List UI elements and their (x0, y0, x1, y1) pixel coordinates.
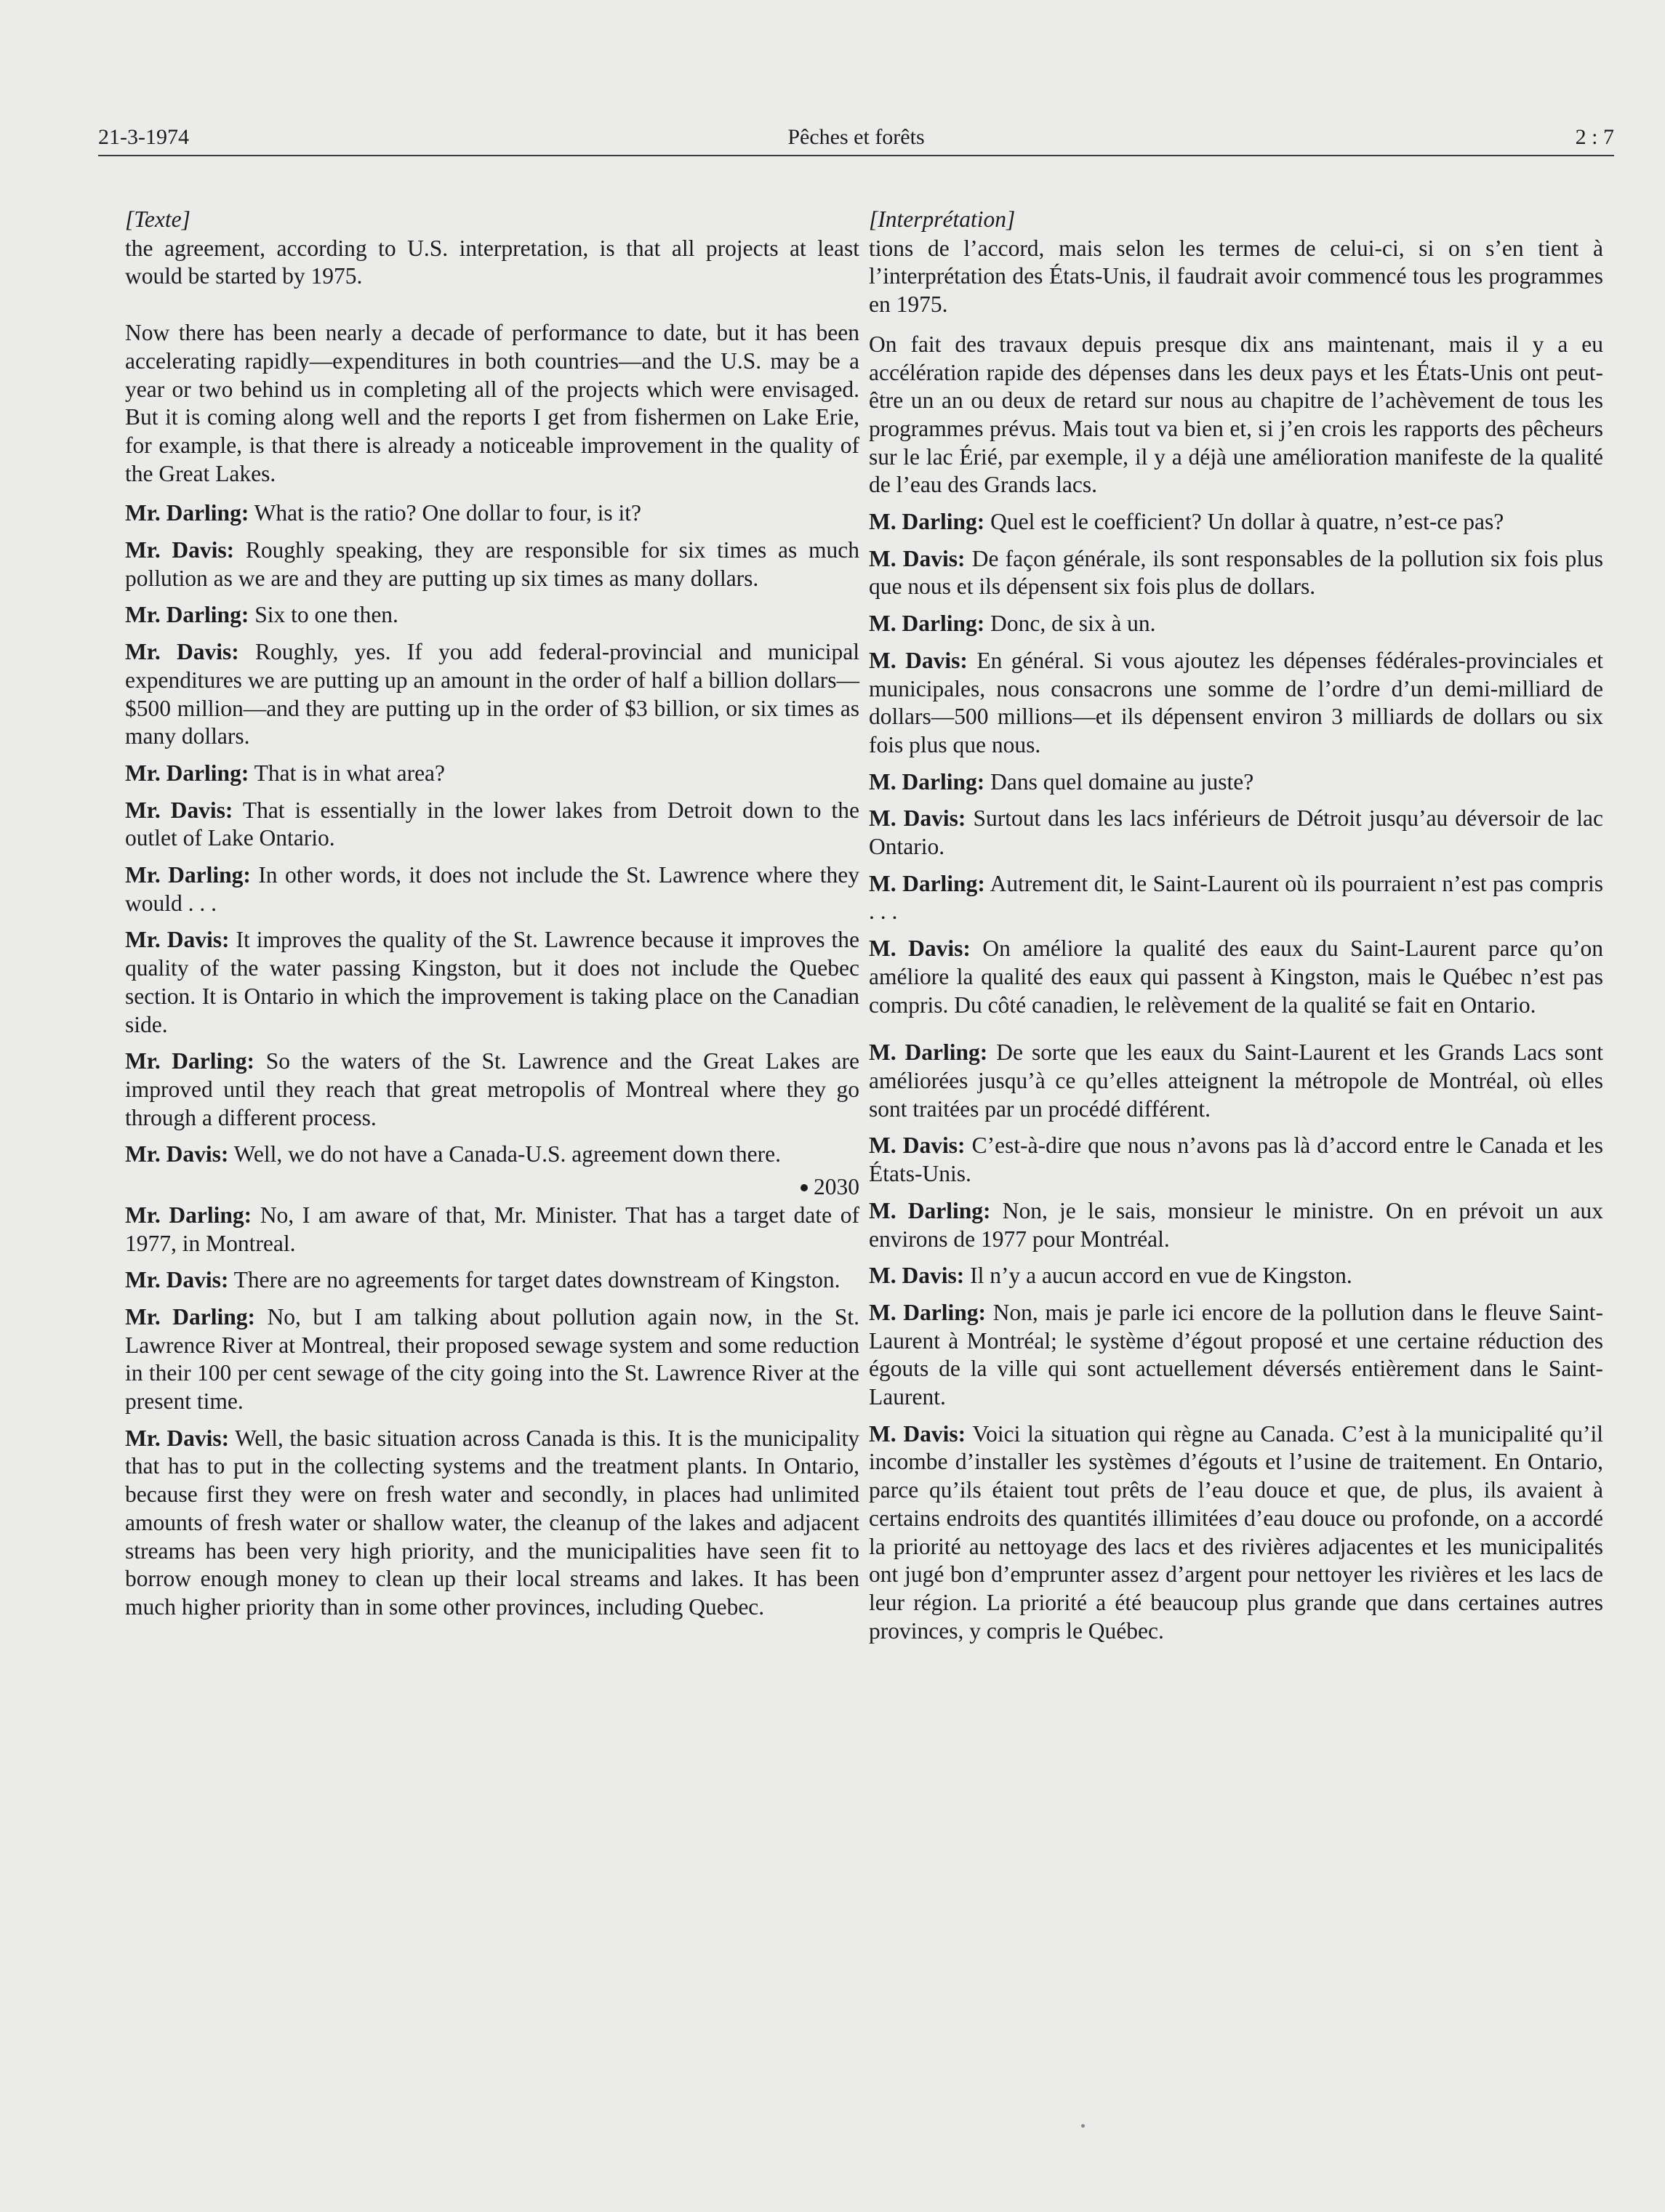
speech-paragraph (869, 805, 1603, 861)
column-label: [Interprétation] (869, 206, 1016, 232)
speaker-name: Mr. Davis: (125, 1141, 229, 1167)
speech-paragraph (125, 1425, 859, 1622)
column-label: [Texte] (125, 206, 190, 232)
paragraph-text: Six to one then. (254, 602, 398, 628)
speaker-name: M. Davis: (869, 936, 971, 962)
paragraph-text: Il n’y a aucun accord en vue de Kingston. (970, 1263, 1352, 1289)
paragraph-text: tions de l’accord, mais selon les termes de celui-ci, si on s’en tient à l’interprétation des États-Unis, il faudrait avoir commencé tous les programmes en 1975. (869, 235, 1603, 318)
paragraph-text: Well, the basic situation across Canada is this. It is the municipality that has to put in the collecting systems and the treatment plants. In Ontario, because first they were on fresh water and secondly, in places had unlimited amounts of fresh water or shallow water, the cleanup of the lakes and adjacent streams has been very high priority, and the municipalities have seen fit to borrow enough money to clean up their local streams and lakes. It has been much higher priority than in some other provinces, including Quebec. (125, 1425, 859, 1620)
speaker-name: Mr. Darling: (125, 1048, 255, 1074)
speech-paragraph (869, 1197, 1603, 1253)
time-marker (125, 1173, 859, 1202)
paragraph-text: Now there has been nearly a decade of performance to date, but it has been accelerating rapidly—expenditures in both countries—and the U.S. may be a year or two behind us in completing all of the projects which were envisaged. But it is coming along well and the reports I get from fishermen on Lake Erie, for example, is that there is already a noticeable improvement in the quality of the Great Lakes. (125, 320, 859, 486)
paragraph-text: In other words, it does not include the St. Lawrence where they would . . . (125, 862, 860, 916)
speech-paragraph (125, 1141, 859, 1169)
page-speck (1081, 2124, 1085, 2128)
english-column (125, 206, 859, 1630)
paragraph-text: On fait des travaux depuis presque dix ans maintenant, mais il y a eu accélération rapide des dépenses dans les deux pays et les États-Unis ont peut-être un an ou deux de retard sur nous au chapitre de l’achèvement de tous les programmes prévus. Mais tout va bien et, si j’en crois les rapports des pêcheurs sur le lac Érié, par exemple, il y a déjà une amélioration manifeste de la qualité de l’eau des Grands lacs. (869, 331, 1603, 498)
speaker-name: Mr. Davis: (125, 537, 235, 563)
paragraph-text: Well, we do not have a Canada-U.S. agreement down there. (233, 1141, 781, 1167)
paragraph-text: It improves the quality of the St. Lawrence because it improves the quality of the water passing Kingston, but it does not include the Quebec section. It is Ontario in which the improvement is taking place on the Canadian side. (125, 927, 859, 1037)
text-paragraph (125, 235, 859, 291)
paragraph-text: No, I am aware of that, Mr. Minister. That has a target date of 1977, in Montreal. (125, 1202, 860, 1256)
paragraph-text: Voici la situation qui règne au Canada. C’est à la municipalité qu’il incombe d’installer les systèmes d’égouts et l’usine de traitement. En Ontario, parce qu’ils étaient tout prêts de l’eau douce et que, de plus, ils avaient à certains endroits des quantités illimitées d’eau douce ou profonde, on a accordé la priorité au nettoyage des lacs et des rivières adjacentes et les municipalités ont jugé bon d’emprunter assez d’argent pour nettoyer les rivières et les lacs de leur région. La priorité a été beaucoup plus grande que dans certaines autres provinces, y compris le Québec. (869, 1420, 1603, 1644)
speech-paragraph (869, 1299, 1603, 1412)
speech-paragraph (125, 1047, 859, 1132)
speech-paragraph (869, 1039, 1603, 1123)
paragraph-text: There are no agreements for target dates downstream of Kingston. (233, 1267, 840, 1293)
speaker-name: Mr. Davis: (125, 639, 239, 665)
speech-paragraph (125, 1202, 859, 1258)
speaker-name: M. Darling: (869, 1299, 987, 1325)
speaker-name: Mr. Darling: (125, 760, 249, 786)
speaker-name: Mr. Darling: (125, 1303, 255, 1330)
speaker-name: M. Davis: (869, 1133, 966, 1159)
speech-paragraph (869, 508, 1603, 536)
speech-paragraph (869, 870, 1603, 926)
speech-paragraph (869, 1132, 1603, 1188)
french-column (869, 206, 1603, 1654)
speech-paragraph (125, 1266, 859, 1295)
paragraph-text: Donc, de six à un. (990, 611, 1156, 637)
speech-paragraph (125, 536, 859, 592)
header-rule (98, 155, 1614, 156)
paragraph-text: Non, je le sais, monsieur le ministre. On en prévoit un aux environs de 1977 pour Montréal. (869, 1197, 1603, 1252)
paragraph-text: So the waters of the St. Lawrence and the Great Lakes are improved until they reach that great metropolis of Montreal where they go through a different process. (125, 1048, 860, 1130)
speaker-name: M. Davis: (869, 647, 968, 673)
speaker-name: Mr. Darling: (125, 1202, 252, 1228)
paragraph-text: That is essentially in the lower lakes from Detroit down to the outlet of Lake Ontario. (125, 797, 860, 851)
speech-paragraph (869, 1420, 1603, 1646)
speech-paragraph (869, 610, 1603, 638)
speaker-name: Mr. Darling: (125, 862, 251, 888)
speaker-name: M. Darling: (869, 509, 985, 535)
speaker-name: Mr. Darling: (125, 602, 249, 628)
header-page-number: 2 : 7 (1575, 125, 1614, 149)
speaker-name: M. Davis: (869, 545, 966, 571)
header-date: 21-3-1974 (98, 125, 189, 149)
speech-paragraph (869, 647, 1603, 760)
speaker-name: M. Darling: (869, 870, 985, 896)
paragraph-text: Roughly speaking, they are responsible for six times as much pollution as we are and they are putting up six times as many dollars. (125, 537, 859, 591)
text-paragraph (869, 331, 1603, 499)
speech-paragraph (125, 638, 859, 751)
paragraph-text: Non, mais je parle ici encore de la pollution dans le fleuve Saint-Laurent à Montréal; le système d’égout proposé et une certaine réduction des égouts de la ville qui sont actuellement déversés entièrement dans le Saint-Laurent. (869, 1299, 1603, 1410)
speaker-name: M. Darling: (869, 611, 985, 637)
speaker-name: M. Davis: (869, 1420, 966, 1447)
paragraph-text: En général. Si vous ajoutez les dépenses fédérales-provinciales et municipales, nous consacrons une somme de l’ordre d’un demi-milliard de dollars—500 millions—et ils dépensent environ 3 milliards de dollars ou six fois plus que nous. (869, 647, 1603, 757)
paragraph-text: Roughly, yes. If you add federal-provincial and municipal expenditures we are putting up an amount in the order of half a billion dollars—$500 million—and they are putting up in the order of $3 billion, or six times as many dollars. (125, 639, 860, 749)
paragraph-text: That is in what area? (254, 760, 446, 786)
speech-paragraph (125, 601, 859, 630)
speech-paragraph (869, 1262, 1603, 1290)
speaker-name: Mr. Davis: (125, 797, 233, 823)
paragraph-text: Surtout dans les lacs inférieurs de Détroit jusqu’au déversoir de lac Ontario. (869, 805, 1604, 860)
speech-paragraph (125, 1303, 859, 1416)
text-paragraph (869, 235, 1603, 319)
speaker-name: Mr. Darling: (125, 500, 249, 526)
paragraph-text: De sorte que les eaux du Saint-Laurent et les Grands Lacs sont améliorées jusqu’à ce qu’elles atteignent la métropole de Montréal, où elles sont traitées par un procédé différent. (869, 1039, 1603, 1122)
speaker-name: M. Darling: (869, 1197, 991, 1223)
paragraph-text: C’est-à-dire que nous n’avons pas là d’accord entre le Canada et les États-Unis. (869, 1133, 1604, 1187)
speaker-name: Mr. Davis: (125, 927, 230, 953)
speech-paragraph (869, 935, 1603, 1019)
speech-paragraph (869, 768, 1603, 797)
time-marker-text: 2030 (814, 1174, 859, 1200)
text-paragraph (125, 319, 859, 488)
paragraph-text: Autrement dit, le Saint-Laurent où ils pourraient n’est pas compris . . . (869, 870, 1604, 925)
speech-paragraph (125, 861, 859, 917)
paragraph-text: What is the ratio? One dollar to four, is it? (254, 500, 641, 526)
paragraph-text: No, but I am talking about pollution again now, in the St. Lawrence River at Montreal, their proposed sewage system and some reduction in their 100 per cent sewage of the city going into the St. Lawrence River at the present time. (125, 1303, 859, 1415)
paragraph-text: Dans quel domaine au juste? (990, 768, 1254, 795)
speaker-name: Mr. Davis: (125, 1425, 230, 1451)
header-title: Pêches et forêts (787, 125, 925, 149)
speaker-name: Mr. Davis: (125, 1267, 229, 1293)
paragraph-text: Quel est le coefficient? Un dollar à quatre, n’est-ce pas? (990, 509, 1504, 535)
paragraph-text: the agreement, according to U.S. interpretation, is that all projects at least would be started by 1975. (125, 235, 859, 289)
speaker-name: M. Davis: (869, 805, 966, 832)
bullet-icon (801, 1184, 808, 1191)
speaker-name: M. Darling: (869, 768, 985, 795)
speech-paragraph (125, 797, 859, 853)
speaker-name: M. Davis: (869, 1263, 965, 1289)
paragraph-text: On améliore la qualité des eaux du Saint-Laurent parce qu’on améliore la qualité des eaux qui passent à Kingston, mais le Québec n’est pas compris. Du côté canadien, le relèvement de la qualité se fait en Ontario. (869, 936, 1604, 1018)
speech-paragraph (125, 760, 859, 788)
paragraph-text: De façon générale, ils sont responsables de la pollution six fois plus que nous et ils dépensent six fois plus de dollars. (869, 545, 1603, 600)
speaker-name: M. Darling: (869, 1039, 988, 1066)
speech-paragraph (125, 926, 859, 1039)
speech-paragraph (125, 499, 859, 528)
speech-paragraph (869, 545, 1603, 601)
